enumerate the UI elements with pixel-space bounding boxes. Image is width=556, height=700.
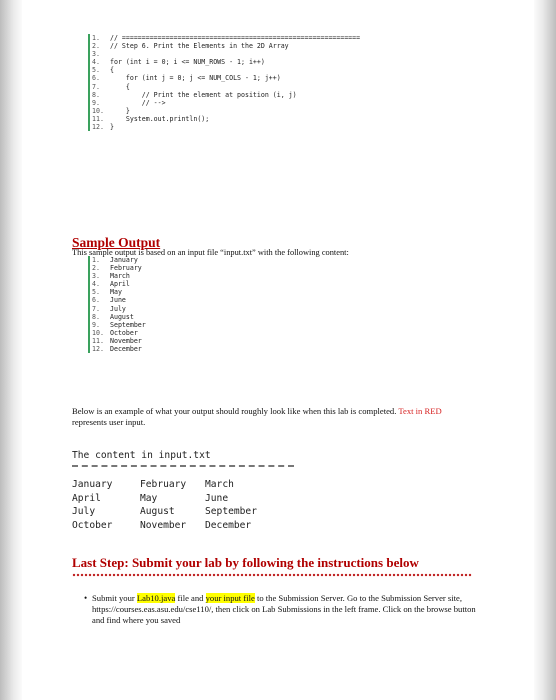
console-header: The content in input.txt (72, 450, 211, 461)
line-text: for (int j = 0; j <= NUM_COLS - 1; j++) (110, 74, 281, 83)
console-cell: March (205, 479, 234, 491)
code-line (88, 74, 360, 82)
console-cell: September (205, 506, 257, 518)
console-cell: April (72, 492, 101, 504)
code-line (88, 288, 146, 296)
line-text: // ============================================================ (110, 34, 361, 42)
code-line (88, 99, 360, 107)
console-cell: August (140, 506, 175, 518)
line-text: System.out.println(); (110, 114, 210, 123)
bullet-text-pre: Submit your (92, 593, 137, 603)
line-number: 10. (88, 107, 110, 115)
line-text: for (int i = 0; i <= NUM_ROWS - 1; i++) (110, 58, 265, 67)
console-cell: October (72, 519, 113, 531)
line-text: April (110, 280, 130, 289)
line-number: 11. (88, 337, 110, 345)
code-line (88, 115, 360, 123)
console-row (72, 492, 294, 505)
code-line (88, 42, 360, 50)
code-line (88, 337, 146, 345)
line-text: September (110, 320, 146, 329)
code-line (88, 264, 146, 272)
bullet-text-mid: file and (175, 593, 206, 603)
console-cell: June (205, 492, 229, 504)
output-description (72, 406, 472, 428)
red-text-note: Text in RED (398, 406, 442, 416)
line-text: } (110, 123, 114, 132)
line-text: } (110, 106, 130, 115)
sample-output-intro: This sample output is based on an input file “input.txt” with the following content: (72, 248, 349, 257)
console-row (72, 478, 294, 491)
last-step-heading: Last Step: Submit your lab by following the instructions below (72, 555, 419, 570)
line-text: May (110, 288, 122, 297)
line-number: 7. (88, 305, 110, 313)
page-edge-right (534, 0, 556, 700)
line-number: 6. (88, 296, 110, 304)
code-line (88, 34, 360, 42)
line-number: 2. (88, 264, 110, 272)
line-number: 1. (88, 256, 110, 264)
line-number: 10. (88, 329, 110, 337)
code-line (88, 50, 360, 58)
code-line (88, 83, 360, 91)
code-line (88, 66, 360, 74)
highlight-input-file: your input file (205, 593, 255, 603)
line-number: 2. (88, 42, 110, 50)
line-number: 5. (88, 288, 110, 296)
bullet-icon: • (84, 593, 88, 603)
line-text: { (110, 66, 114, 75)
line-text: November (110, 336, 142, 345)
code-line (88, 91, 360, 99)
code-line (88, 123, 360, 131)
console-output (72, 449, 294, 532)
console-cell: July (72, 506, 96, 518)
code-line (88, 329, 146, 337)
asterisk-divider (72, 573, 472, 577)
line-number: 1. (88, 34, 110, 42)
code-line (88, 313, 146, 321)
line-number: 12. (88, 123, 110, 131)
line-text: June (110, 296, 126, 305)
input-file-listing (88, 256, 146, 353)
line-number: 4. (88, 58, 110, 66)
line-text: February (110, 264, 142, 273)
code-line (88, 280, 146, 288)
line-number: 9. (88, 99, 110, 107)
line-number: 3. (88, 50, 110, 58)
code-listing (88, 34, 360, 131)
sample-output-heading: Sample Output (72, 235, 161, 250)
line-number: 5. (88, 66, 110, 74)
line-text: // Step 6. Print the Elements in the 2D Array (110, 42, 289, 51)
console-cell: May (140, 492, 158, 504)
code-line (88, 107, 360, 115)
console-cell: February (140, 479, 187, 491)
line-text: March (110, 272, 130, 281)
line-number: 12. (88, 345, 110, 353)
line-number: 7. (88, 83, 110, 91)
console-row (72, 505, 294, 518)
page-edge-left (0, 0, 22, 700)
line-number: 8. (88, 91, 110, 99)
line-number: 9. (88, 321, 110, 329)
console-rows (72, 478, 294, 532)
console-cell: December (205, 519, 252, 531)
line-text: // Print the element at position (i, j) (110, 90, 297, 99)
line-text: December (110, 345, 142, 354)
line-text: October (110, 328, 138, 337)
bullet-text-post: to the Submission Server. Go to the Submission Server site, https://courses.eas.asu.edu/cse110/, then click on Lab Submissions in the left frame. Click on the browse button and find where you saved (92, 593, 476, 625)
line-number: 3. (88, 272, 110, 280)
code-line (88, 321, 146, 329)
output-description-tail: represents user input. (72, 417, 146, 427)
line-number: 4. (88, 280, 110, 288)
highlight-lab-file: Lab10.java (136, 593, 176, 603)
console-row (72, 519, 294, 532)
console-cell: January (72, 479, 113, 491)
line-text: July (110, 304, 126, 313)
code-line (88, 272, 146, 280)
code-line (88, 256, 146, 264)
code-line (88, 58, 360, 66)
submit-instructions (84, 593, 480, 626)
code-line (88, 305, 146, 313)
line-text: August (110, 312, 134, 321)
console-cell: November (140, 519, 187, 531)
console-separator (72, 465, 294, 473)
line-text: // --> (110, 98, 166, 107)
line-number: 11. (88, 115, 110, 123)
code-line (88, 296, 146, 304)
line-text: January (110, 256, 138, 264)
line-number: 6. (88, 74, 110, 82)
line-text: { (110, 82, 130, 91)
code-line (88, 345, 146, 353)
output-description-text: Below is an example of what your output should roughly look like when this lab is completed. (72, 406, 399, 416)
line-number: 8. (88, 313, 110, 321)
